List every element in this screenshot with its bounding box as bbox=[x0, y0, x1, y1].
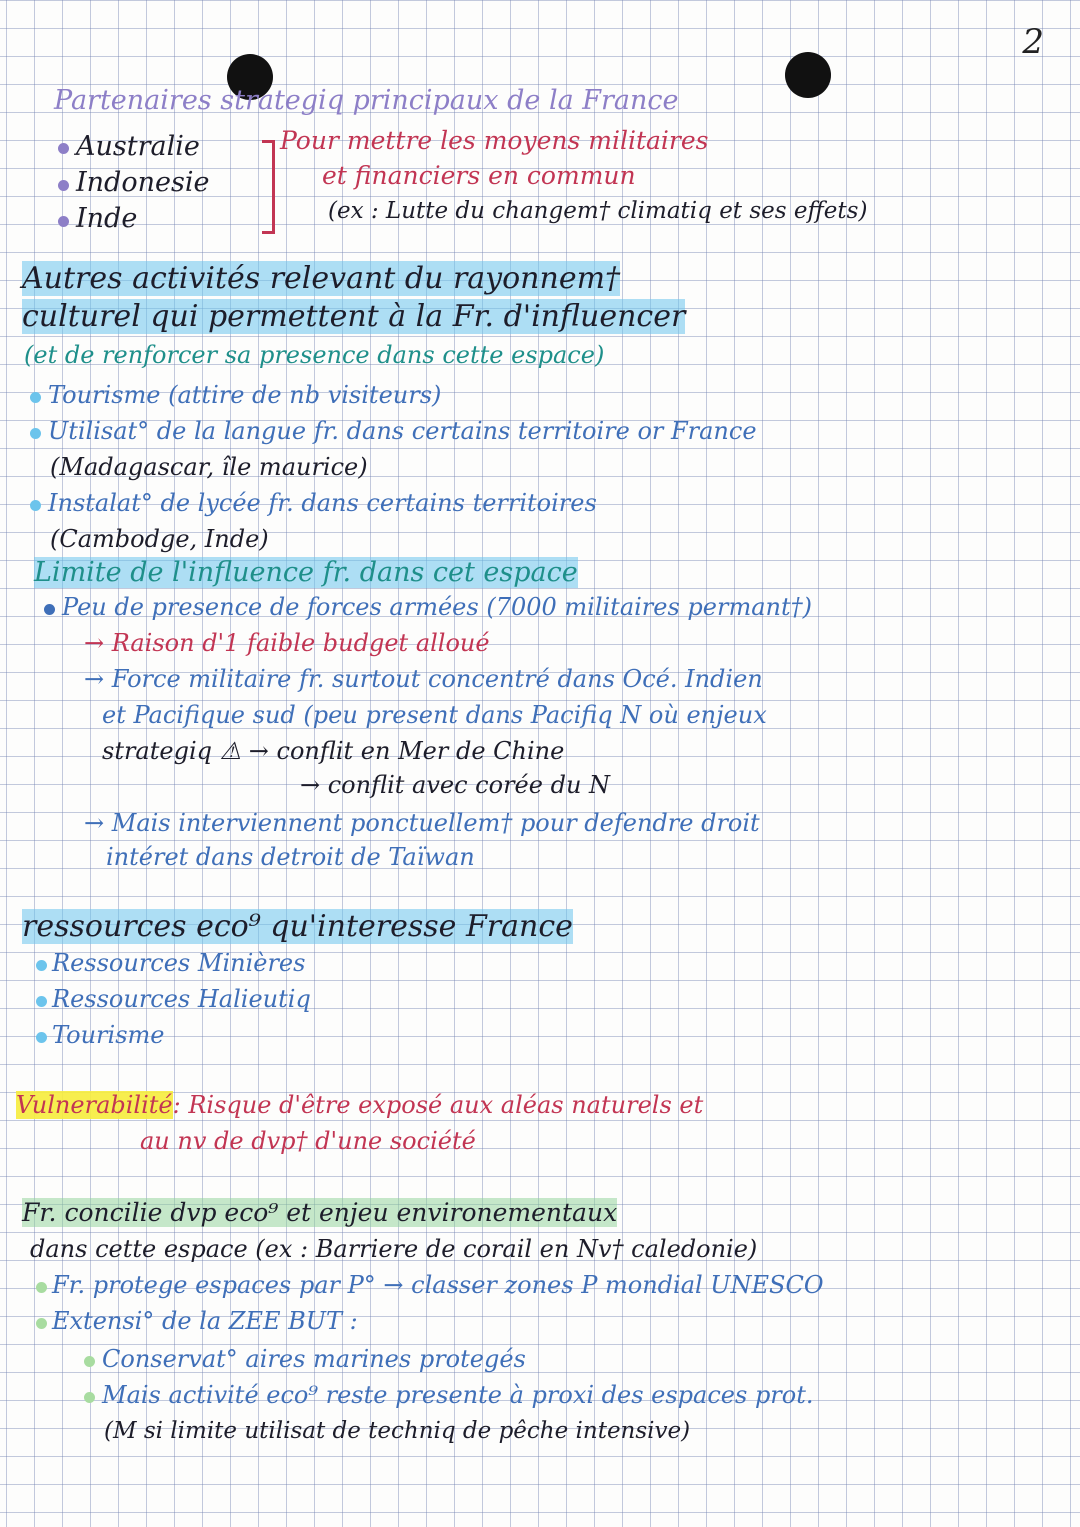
limits-line-7: intéret dans detroit de Taïwan bbox=[106, 843, 475, 871]
bullet-icon bbox=[36, 1282, 47, 1293]
partners-example: (ex : Lutte du changem† climatiq et ses effets) bbox=[328, 198, 868, 224]
limits-line-3: et Pacifique sud (peu present dans Pacifiq N où enjeux bbox=[102, 701, 767, 729]
cultural-subheading: (et de renforcer sa presence dans cette espace) bbox=[24, 341, 605, 369]
bullet-icon bbox=[36, 1318, 47, 1329]
limits-heading: Limite de l'influence fr. dans cet espace bbox=[34, 557, 578, 588]
bullet-icon bbox=[84, 1392, 95, 1403]
bullet-icon bbox=[58, 216, 69, 227]
bracket-icon bbox=[262, 140, 275, 234]
bullet-icon bbox=[84, 1356, 95, 1367]
bullet-icon bbox=[36, 960, 47, 971]
limits-line-6: → Mais interviennent ponctuellem† pour defendre droit bbox=[84, 809, 760, 837]
limits-point: Peu de presence de forces armées (7000 militaires permant†) bbox=[62, 593, 812, 621]
bullet-icon bbox=[44, 604, 55, 615]
partners-purpose-2: et financiers en commun bbox=[322, 161, 636, 190]
limits-line-1: → Raison d'1 faible budget alloué bbox=[84, 629, 490, 657]
cultural-item-lycee: Instalat° de lycée fr. dans certains territoires bbox=[48, 489, 597, 517]
vulnerability-definition: : Risque d'être exposé aux aléas naturels et bbox=[172, 1091, 704, 1119]
partner-indonesie: Indonesie bbox=[76, 167, 210, 198]
partners-title: Partenaires strategiq principaux de la France bbox=[54, 85, 679, 116]
environment-sub-3: (M si limite utilisat de techniq de pêche intensive) bbox=[104, 1418, 691, 1444]
vulnerability-definition-2: au nv de dvp† d'une société bbox=[140, 1127, 476, 1155]
partner-inde: Inde bbox=[76, 203, 138, 234]
vulnerability-term: Vulnerabilité bbox=[16, 1091, 173, 1119]
cultural-item-lycee-example: (Cambodge, Inde) bbox=[50, 525, 269, 553]
resources-item-1: Ressources Minières bbox=[52, 949, 306, 977]
environment-item-1: Fr. protege espaces par P° → classer zones P mondial UNESCO bbox=[52, 1271, 824, 1299]
environment-sub-1: Conservat° aires marines protegés bbox=[102, 1345, 526, 1373]
bullet-icon bbox=[30, 392, 41, 403]
limits-line-4: strategiq ⚠ → conflit en Mer de Chine bbox=[102, 737, 565, 765]
resources-item-2: Ressources Halieutiq bbox=[52, 985, 311, 1013]
bullet-icon bbox=[30, 500, 41, 511]
bullet-icon bbox=[58, 180, 69, 191]
resources-item-3: Tourisme bbox=[52, 1021, 165, 1049]
cultural-item-langue: Utilisat° de la langue fr. dans certains territoire or France bbox=[48, 417, 757, 445]
limits-line-2: → Force militaire fr. surtout concentré dans Océ. Indien bbox=[84, 665, 763, 693]
cultural-heading-2: culturel qui permettent à la Fr. d'influencer bbox=[22, 299, 686, 334]
bullet-icon bbox=[58, 143, 69, 154]
environment-sub-2: Mais activité eco⁹ reste presente à proxi des espaces prot. bbox=[102, 1381, 814, 1409]
bullet-icon bbox=[36, 1032, 47, 1043]
resources-heading: ressources eco⁹ qu'interesse France bbox=[22, 909, 573, 944]
bullet-icon bbox=[36, 996, 47, 1007]
punch-hole-right bbox=[785, 52, 831, 98]
cultural-item-tourisme: Tourisme (attire de nb visiteurs) bbox=[48, 381, 442, 409]
limits-line-5: → conflit avec corée du N bbox=[300, 771, 611, 799]
partners-purpose-1: Pour mettre les moyens militaires bbox=[280, 126, 709, 155]
cultural-heading-1: Autres activités relevant du rayonnem† bbox=[22, 261, 621, 296]
environment-line-1: Fr. concilie dvp eco⁹ et enjeu environementaux bbox=[22, 1198, 618, 1227]
environment-item-2: Extensi° de la ZEE BUT : bbox=[52, 1307, 358, 1335]
partner-australie: Australie bbox=[76, 131, 200, 162]
environment-line-2: dans cette espace (ex : Barriere de corail en Nv† caledonie) bbox=[30, 1235, 758, 1263]
cultural-item-langue-example: (Madagascar, île maurice) bbox=[50, 453, 368, 481]
bullet-icon bbox=[30, 428, 41, 439]
page-number: 2 bbox=[1022, 22, 1044, 62]
